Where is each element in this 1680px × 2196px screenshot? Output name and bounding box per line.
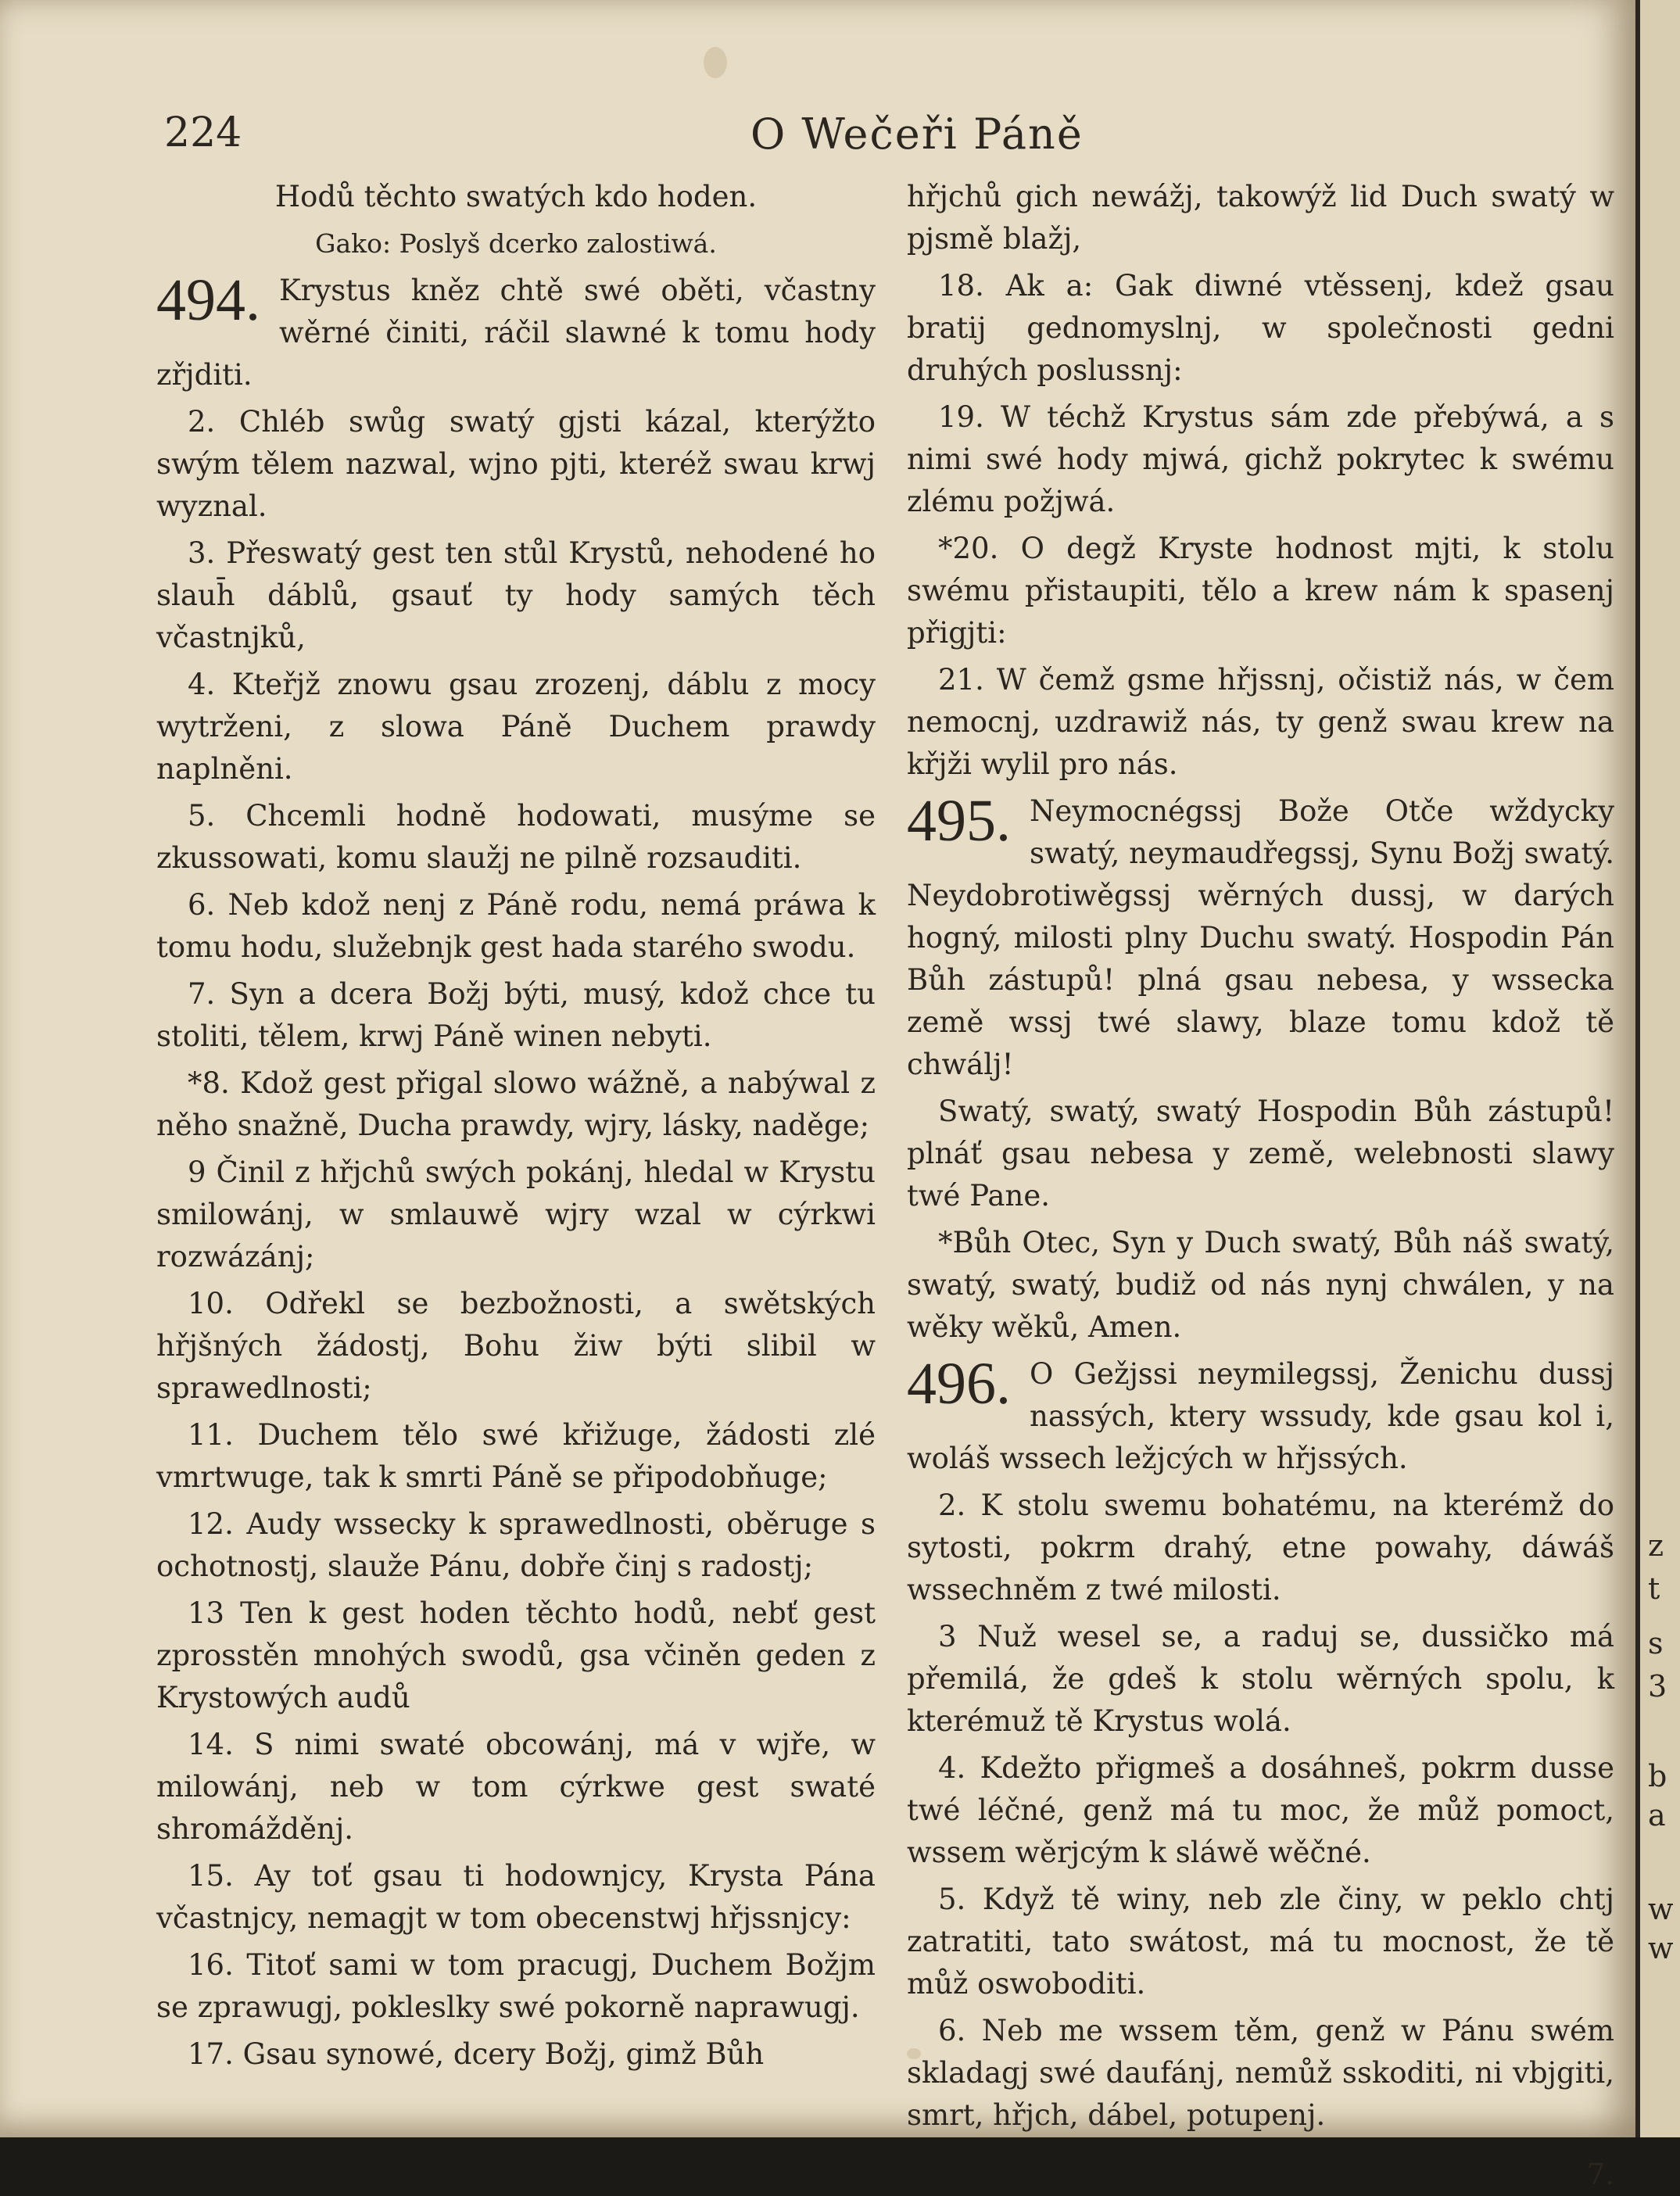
verse: 15. Ay toť gsau ti hodownjcy, Krysta Pána včastnjcy, nemagjt w tom obecenstwj hřjssnjcy: — [156, 1859, 876, 1935]
verse: 18. Ak a: Gak diwné vtěssenj, kdež gsau bratij gednomyslnj, w společnosti gedni druhých poslussnj: — [907, 269, 1614, 387]
verse: 2. Chléb swůg swatý gjsti kázal, kterýžto swým tělem nazwal, wjno pjti, kteréž swau krwj wyznal. — [156, 405, 876, 523]
next-page-fragment: t — [1648, 1571, 1660, 1606]
verse-text: O Gežjssi neymilegssj, Ženichu dussj nassých, ktery wssudy, kde gsau kol i, woláš wssech ležjcých w hřjssých. — [907, 1357, 1614, 1475]
tune-line: Gako: Poslyš dcerko zalostiwá. — [315, 228, 717, 259]
next-page-fragment: b — [1648, 1759, 1667, 1793]
verse: *Bůh Otec, Syn y Duch swatý, Bůh náš swatý, swatý, swatý, budiž od nás nynj chwálen, y na wěky wěků, Amen. — [907, 1226, 1614, 1344]
verse: 14. S nimi swaté obcowánj, má v wjře, w milowánj, neb w tom cýrkwe gest swaté shromážděnj. — [156, 1728, 876, 1846]
verse: 7. Syn a dcera Božj býti, musý, kdož chce tu stoliti, tělem, krwj Páně winen nebyti. — [156, 977, 876, 1053]
hymn-number-494: 494. — [156, 267, 260, 333]
left-column — [156, 176, 876, 2080]
verse: 4. Kdežto přigmeš a dosáhneš, pokrm dusse twé léčné, genž má tu moc, že můž pomoct, wssem wěrjcým k sláwě wěčné. — [907, 1751, 1614, 1869]
next-page-fragment: z — [1648, 1528, 1664, 1563]
adjacent-page-edge — [1635, 0, 1680, 2137]
next-page-fragment: s — [1648, 1626, 1664, 1660]
page-number: 224 — [164, 109, 242, 156]
verse: 13 Ten k gest hoden těchto hodů, nebť gest zprosstěn mnohých swodů, gsa včiněn geden z Krystowých audů — [156, 1596, 876, 1714]
next-page-fragment: w — [1648, 1931, 1674, 1965]
right-column — [907, 176, 1614, 2191]
verse: *20. O degž Kryste hodnost mjti, k stolu swému přistaupiti, tělo a krew nám k spasenj přigjti: — [907, 532, 1614, 650]
next-page-fragment: a — [1648, 1798, 1666, 1832]
verse: 9 Činil z hřjchů swých pokánj, hledal w Krystu smilowánj, w smlauwě wjry wzal w cýrkwi rozwázánj; — [156, 1155, 876, 1274]
paper-stain — [704, 47, 727, 78]
verse: 12. Audy wssecky k sprawedlnosti, oběruge s ochotnostj, slauže Pánu, dobře činj s radostj; — [156, 1507, 876, 1583]
next-page-fragment: 3 — [1648, 1669, 1667, 1703]
catchword-row — [907, 2141, 1614, 2191]
next-page-fragment: w — [1648, 1892, 1674, 1926]
verse-text: Neymocnégssj Bože Otče wždycky swatý, neymaudřegssj, Synu Božj swatý. Neydobrotiwěgssj wěrných dussj, w darých hogný, milosti plny Duchu swatý. Hospodin Pán Bůh zástupů! plná gsau nebesa, y wssecka země wssj twé slawy, blaze tomu kdož tě chwálj! — [907, 794, 1614, 1081]
verse: 16. Titoť sami w tom pracugj, Duchem Božjm se zprawugj, pokleslky swé pokorně naprawugj. — [156, 1948, 876, 2024]
verse: 11. Duchem tělo swé křižuge, žádosti zlé vmrtwuge, tak k smrti Páně se připodobňuge; — [156, 1418, 876, 1494]
hymn-495 — [907, 790, 1614, 1086]
verse: 10. Odřekl se bezbožnosti, a swětských hřjšných žádostj, Bohu žiw býti slibil w sprawedlnosti; — [156, 1287, 876, 1405]
verse: 4. Kteřjž znowu gsau zrozenj, dáblu z mocy wytrženi, z slowa Páně Duchem prawdy naplněni. — [156, 668, 876, 786]
intro-line: Hodů těchto swatých kdo hoden. — [274, 180, 758, 213]
verse: 5. Chcemli hodně hodowati, musýme se zkussowati, komu slaužj ne pilně rozsauditi. — [156, 799, 876, 875]
hymn-496 — [907, 1353, 1614, 1480]
verse: Swatý, swatý, swatý Hospodin Bůh zástupů! plnáť gsau nebesa y země, welebnosti slawy twé Pane. — [907, 1094, 1614, 1213]
verse: 5. Když tě winy, neb zle činy, w peklo chtj zatratiti, tato swátost, má tu mocnost, že tě můž oswoboditi. — [907, 1883, 1614, 2001]
verse: hřjchů gich newážj, takowýž lid Duch swatý w pjsmě blažj, — [907, 180, 1614, 256]
verse: 19. W téchž Krystus sám zde přebýwá, a s nimi swé hody mjwá, gichž pokrytec k swému zlému požjwá. — [907, 400, 1614, 518]
verse: 17. Gsau synowé, dcery Božj, gimž Bůh — [188, 2037, 765, 2071]
verse-1 — [156, 267, 876, 396]
running-title: O Wečeři Páně — [750, 109, 1084, 159]
verse: 6. Neb kdož nenj z Páně rodu, nemá práwa k tomu hodu, služebnjk gest hada starého swodu. — [156, 888, 876, 964]
verse-text: Krystus kněz chtě swé oběti, včastny wěrné činiti, ráčil slawné k tomu hody zřjditi. — [156, 274, 876, 392]
verse: *8. Kdož gest přigal slowo wážně, a nabýwal z něho snažně, Ducha prawdy, wjry, lásky, naděge; — [156, 1066, 876, 1142]
page-header — [164, 109, 1581, 164]
hymn-number-496: 496. — [907, 1351, 1011, 1417]
hymn-number-495: 495. — [907, 788, 1011, 854]
verse: 21. W čemž gsme hřjssnj, očistiž nás, w čem nemocnj, uzdrawiž nás, ty genž swau krew na křjži wylil pro nás. — [907, 663, 1614, 781]
catchword: 7. — [1586, 2158, 1614, 2191]
verse: 6. Neb me wssem těm, genž w Pánu swém skladagj swé daufánj, nemůž sskoditi, ni vbjgiti, smrt, hřjch, dábel, potupenj. — [907, 2014, 1614, 2132]
verse: 2. K stolu swemu bohatému, na kterémž do sytosti, pokrm drahý, etne powahy, dáwáš wssechněm z twé milosti. — [907, 1488, 1614, 1607]
verse: 3 Nuž wesel se, a raduj se, dussičko má přemilá, že gdeš k stolu wěrných spolu, k kterémuž tě Krystus wolá. — [907, 1620, 1614, 1738]
verse: 3. Přeswatý gest ten stůl Krystů, nehodené ho slauh̄ dáblů, gsauť ty hody samých těch včastnjků, — [156, 536, 876, 654]
